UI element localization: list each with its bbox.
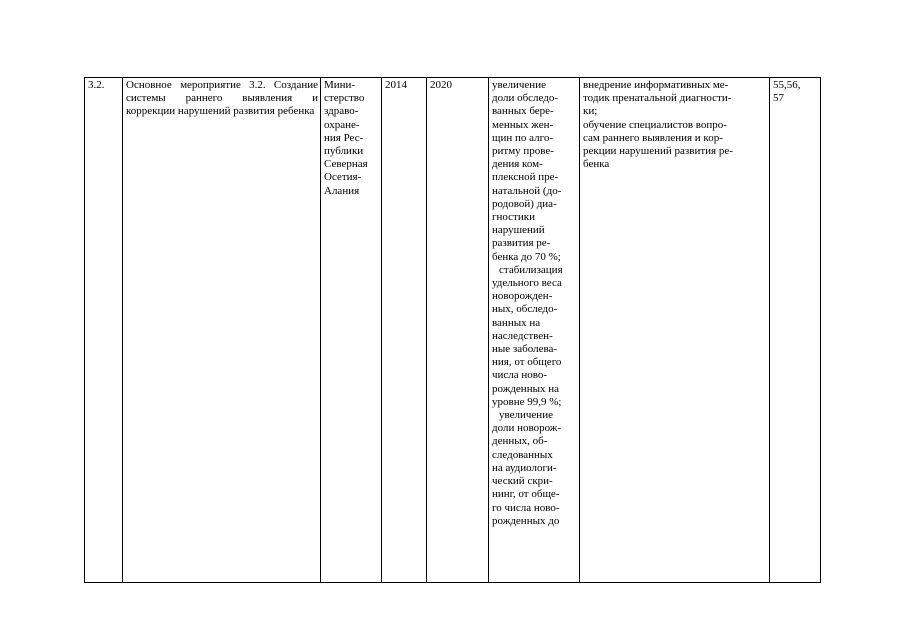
result-line: стабилизация — [499, 263, 563, 276]
executor-line: Мини- — [324, 79, 356, 91]
result-line: ные заболева- — [492, 343, 558, 356]
start-year-cell — [382, 78, 427, 583]
direction-line: рекции нарушений развития ре- — [583, 145, 733, 158]
result-line: дения ком- — [492, 158, 543, 171]
result-line: уровне 99,9 %; — [492, 395, 562, 408]
result-line: удельного веса — [492, 277, 562, 290]
indicator-line: 55,56, — [773, 79, 801, 91]
measures-table — [84, 77, 821, 583]
executor-line: охране- — [324, 118, 360, 131]
result-line: ритму прове- — [492, 145, 554, 158]
result-line: наследствен- — [492, 329, 553, 342]
end-year: 2020 — [430, 79, 452, 91]
indicator-line: 57 — [773, 92, 784, 105]
result-line: увеличение — [492, 79, 546, 91]
direction-line: бенка — [583, 158, 610, 171]
executor-line: здраво- — [324, 105, 359, 118]
result-line: ванных на — [492, 316, 541, 329]
result-line: ния, от общего — [492, 356, 562, 369]
executor-line: публики — [324, 145, 364, 158]
activity-cell — [123, 78, 321, 583]
result-line: доли обследо- — [492, 92, 559, 105]
direction-line: внедрение информативных ме- — [583, 79, 729, 91]
end-year-cell — [427, 78, 489, 583]
result-line: ных, обследо- — [492, 303, 558, 316]
result-line: рожденных до — [492, 514, 560, 527]
result-line: развития ре- — [492, 237, 551, 250]
direction-line: сам раннего выявления и кор- — [583, 131, 723, 144]
result-line: увеличение — [499, 409, 553, 422]
direction-line: ки; — [583, 105, 598, 118]
result-line: родовой) диа- — [492, 197, 557, 210]
result-line: бенка до 70 %; — [492, 250, 561, 263]
result-line: ческий скри- — [492, 475, 553, 488]
table-row — [85, 78, 821, 583]
result-line: плексной пре- — [492, 171, 559, 184]
result-line: го числа ново- — [492, 501, 560, 514]
result-line: щин по алго- — [492, 131, 553, 144]
result-line: на аудиологи- — [492, 461, 557, 474]
directions-cell — [580, 78, 770, 583]
result-line: натальной (до- — [492, 184, 562, 197]
result-line: нарушений — [492, 224, 545, 237]
result-line: доли новорож- — [492, 422, 562, 435]
row-number: 3.2. — [88, 79, 105, 91]
start-year: 2014 — [385, 79, 407, 91]
result-line: числа ново- — [492, 369, 548, 382]
result-line: денных, об- — [492, 435, 548, 448]
executor-line: Осетия- — [324, 171, 362, 184]
direction-line: тодик пренатальной диагности- — [583, 92, 732, 105]
direction-line: обучение специалистов вопро- — [583, 118, 727, 131]
executor-line: Северная — [324, 158, 368, 171]
indicators-cell — [770, 78, 821, 583]
expected-result-cell — [489, 78, 580, 583]
executor-cell — [321, 78, 382, 583]
row-number-cell — [85, 78, 123, 583]
result-line: новорожден- — [492, 290, 553, 303]
result-line: менных жен- — [492, 118, 554, 131]
result-line: следованных — [492, 448, 553, 461]
result-line: ванных бере- — [492, 105, 554, 118]
result-line: нинг, от обще- — [492, 488, 560, 501]
executor-line: Алания — [324, 184, 360, 197]
activity-text: Основное мероприятие 3.2. Создание системы раннего выявления и коррекции нарушений развития ребенка — [126, 79, 318, 118]
executor-line: ния Рес- — [324, 131, 364, 144]
executor-line: стерство — [324, 92, 365, 105]
result-line: рожденных на — [492, 382, 559, 395]
result-line: гностики — [492, 211, 535, 224]
